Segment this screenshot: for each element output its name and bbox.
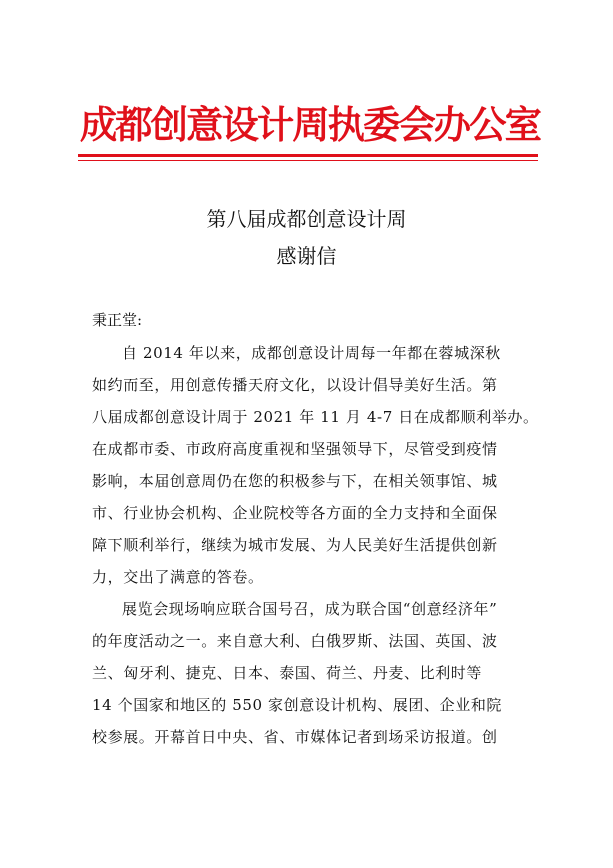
- body-line: 校参展。开幕首日中央、省、市媒体记者到场采访报道。创: [92, 728, 498, 746]
- body-line: 兰、匈牙利、捷克、日本、泰国、荷兰、丹麦、比利时等: [92, 664, 483, 682]
- salutation: 秉正堂:: [92, 311, 143, 329]
- body-line: 14 个国家和地区的 550 家创意设计机构、展团、企业和院: [92, 696, 503, 714]
- body-line: 如约而至，用创意传播天府文化，以设计倡导美好生活。第: [92, 376, 498, 394]
- body-line: 市、行业协会机构、企业院校等各方面的全力支持和全面保: [92, 504, 498, 522]
- body-line: 在成都市委、市政府高度重视和坚强领导下，尽管受到疫情: [92, 440, 498, 458]
- body-line: 影响，本届创意周仍在您的积极参与下，在相关领事馆、城: [92, 472, 498, 490]
- letterhead-rule-thin: [78, 160, 538, 161]
- body-line: 八届成都创意设计周于 2021 年 11 月 4-7 日在成都顺利举办。: [92, 408, 539, 426]
- document-title: 第八届成都创意设计周: [206, 207, 407, 231]
- document-subtitle: 感谢信: [276, 244, 337, 268]
- body-line: 力，交出了满意的答卷。: [92, 568, 264, 586]
- letterhead-rule-thick: [78, 154, 538, 157]
- body-line: 展览会现场响应联合国号召，成为联合国“创意经济年”: [122, 600, 498, 618]
- body-line: 障下顺利举行，继续为城市发展、为人民美好生活提供创新: [92, 536, 498, 554]
- body-line: 自 2014 年以来，成都创意设计周每一年都在蓉城深秋: [122, 344, 501, 362]
- body-line: 的年度活动之一。来自意大利、白俄罗斯、法国、英国、波: [92, 632, 498, 650]
- letterhead-org-name: 成都创意设计周执委会办公室: [79, 102, 540, 147]
